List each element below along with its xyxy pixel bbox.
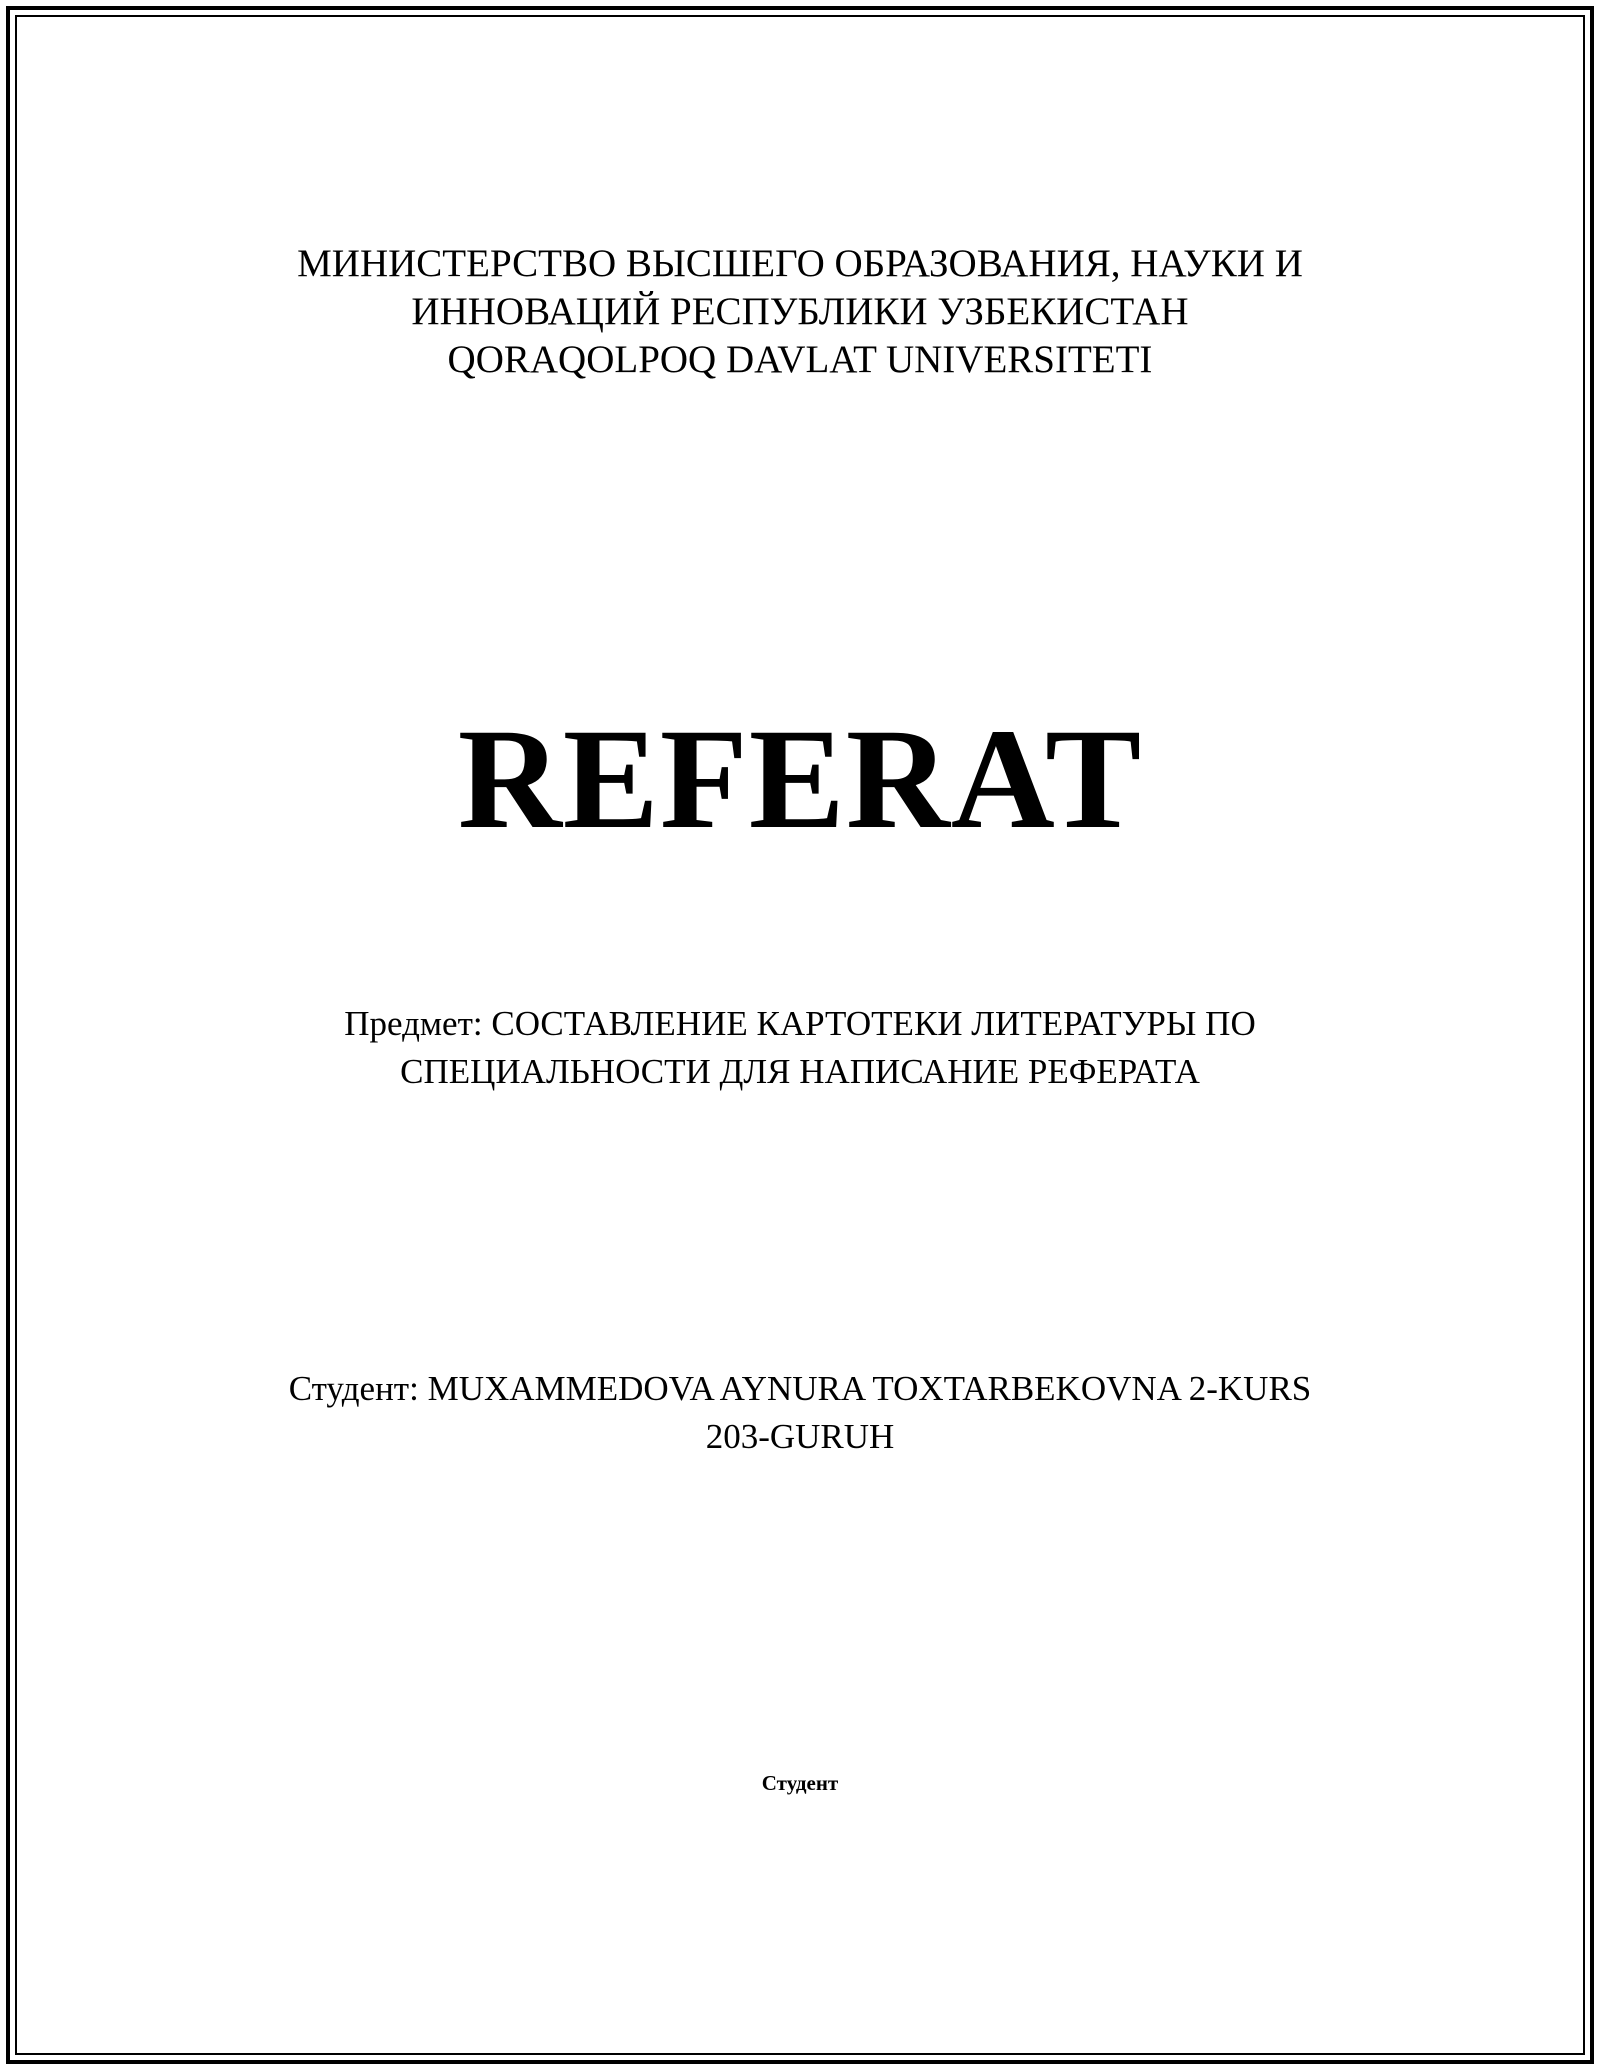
- subject-block: [0, 1000, 1600, 1096]
- student-block: [0, 1365, 1600, 1461]
- header-line-1: МИНИСТЕРСТВО ВЫСШЕГО ОБРАЗОВАНИЯ, НАУКИ И: [297, 242, 1303, 285]
- subject-line-2: СПЕЦИАЛЬНОСТИ ДЛЯ НАПИСАНИЕ РЕФЕРАТА: [400, 1052, 1200, 1091]
- ministry-header: [0, 240, 1600, 384]
- student-line-2: 203-GURUH: [705, 1417, 895, 1456]
- footer-label: Студент: [761, 1771, 839, 1795]
- subject-line-1: Предмет: СОСТАВЛЕНИЕ КАРТОТЕКИ ЛИТЕРАТУРЫ ПО: [344, 1004, 1256, 1043]
- student-line-1: Студент: MUXAMMEDOVA AYNURA TOXTARBEKOVNA 2-KURS: [288, 1369, 1312, 1408]
- document-title: REFERAT: [457, 700, 1143, 859]
- header-line-3: QORAQOLPOQ DAVLAT UNIVERSITETI: [447, 338, 1153, 381]
- header-line-2: ИННОВАЦИЙ РЕСПУБЛИКИ УЗБЕКИСТАН: [411, 290, 1189, 333]
